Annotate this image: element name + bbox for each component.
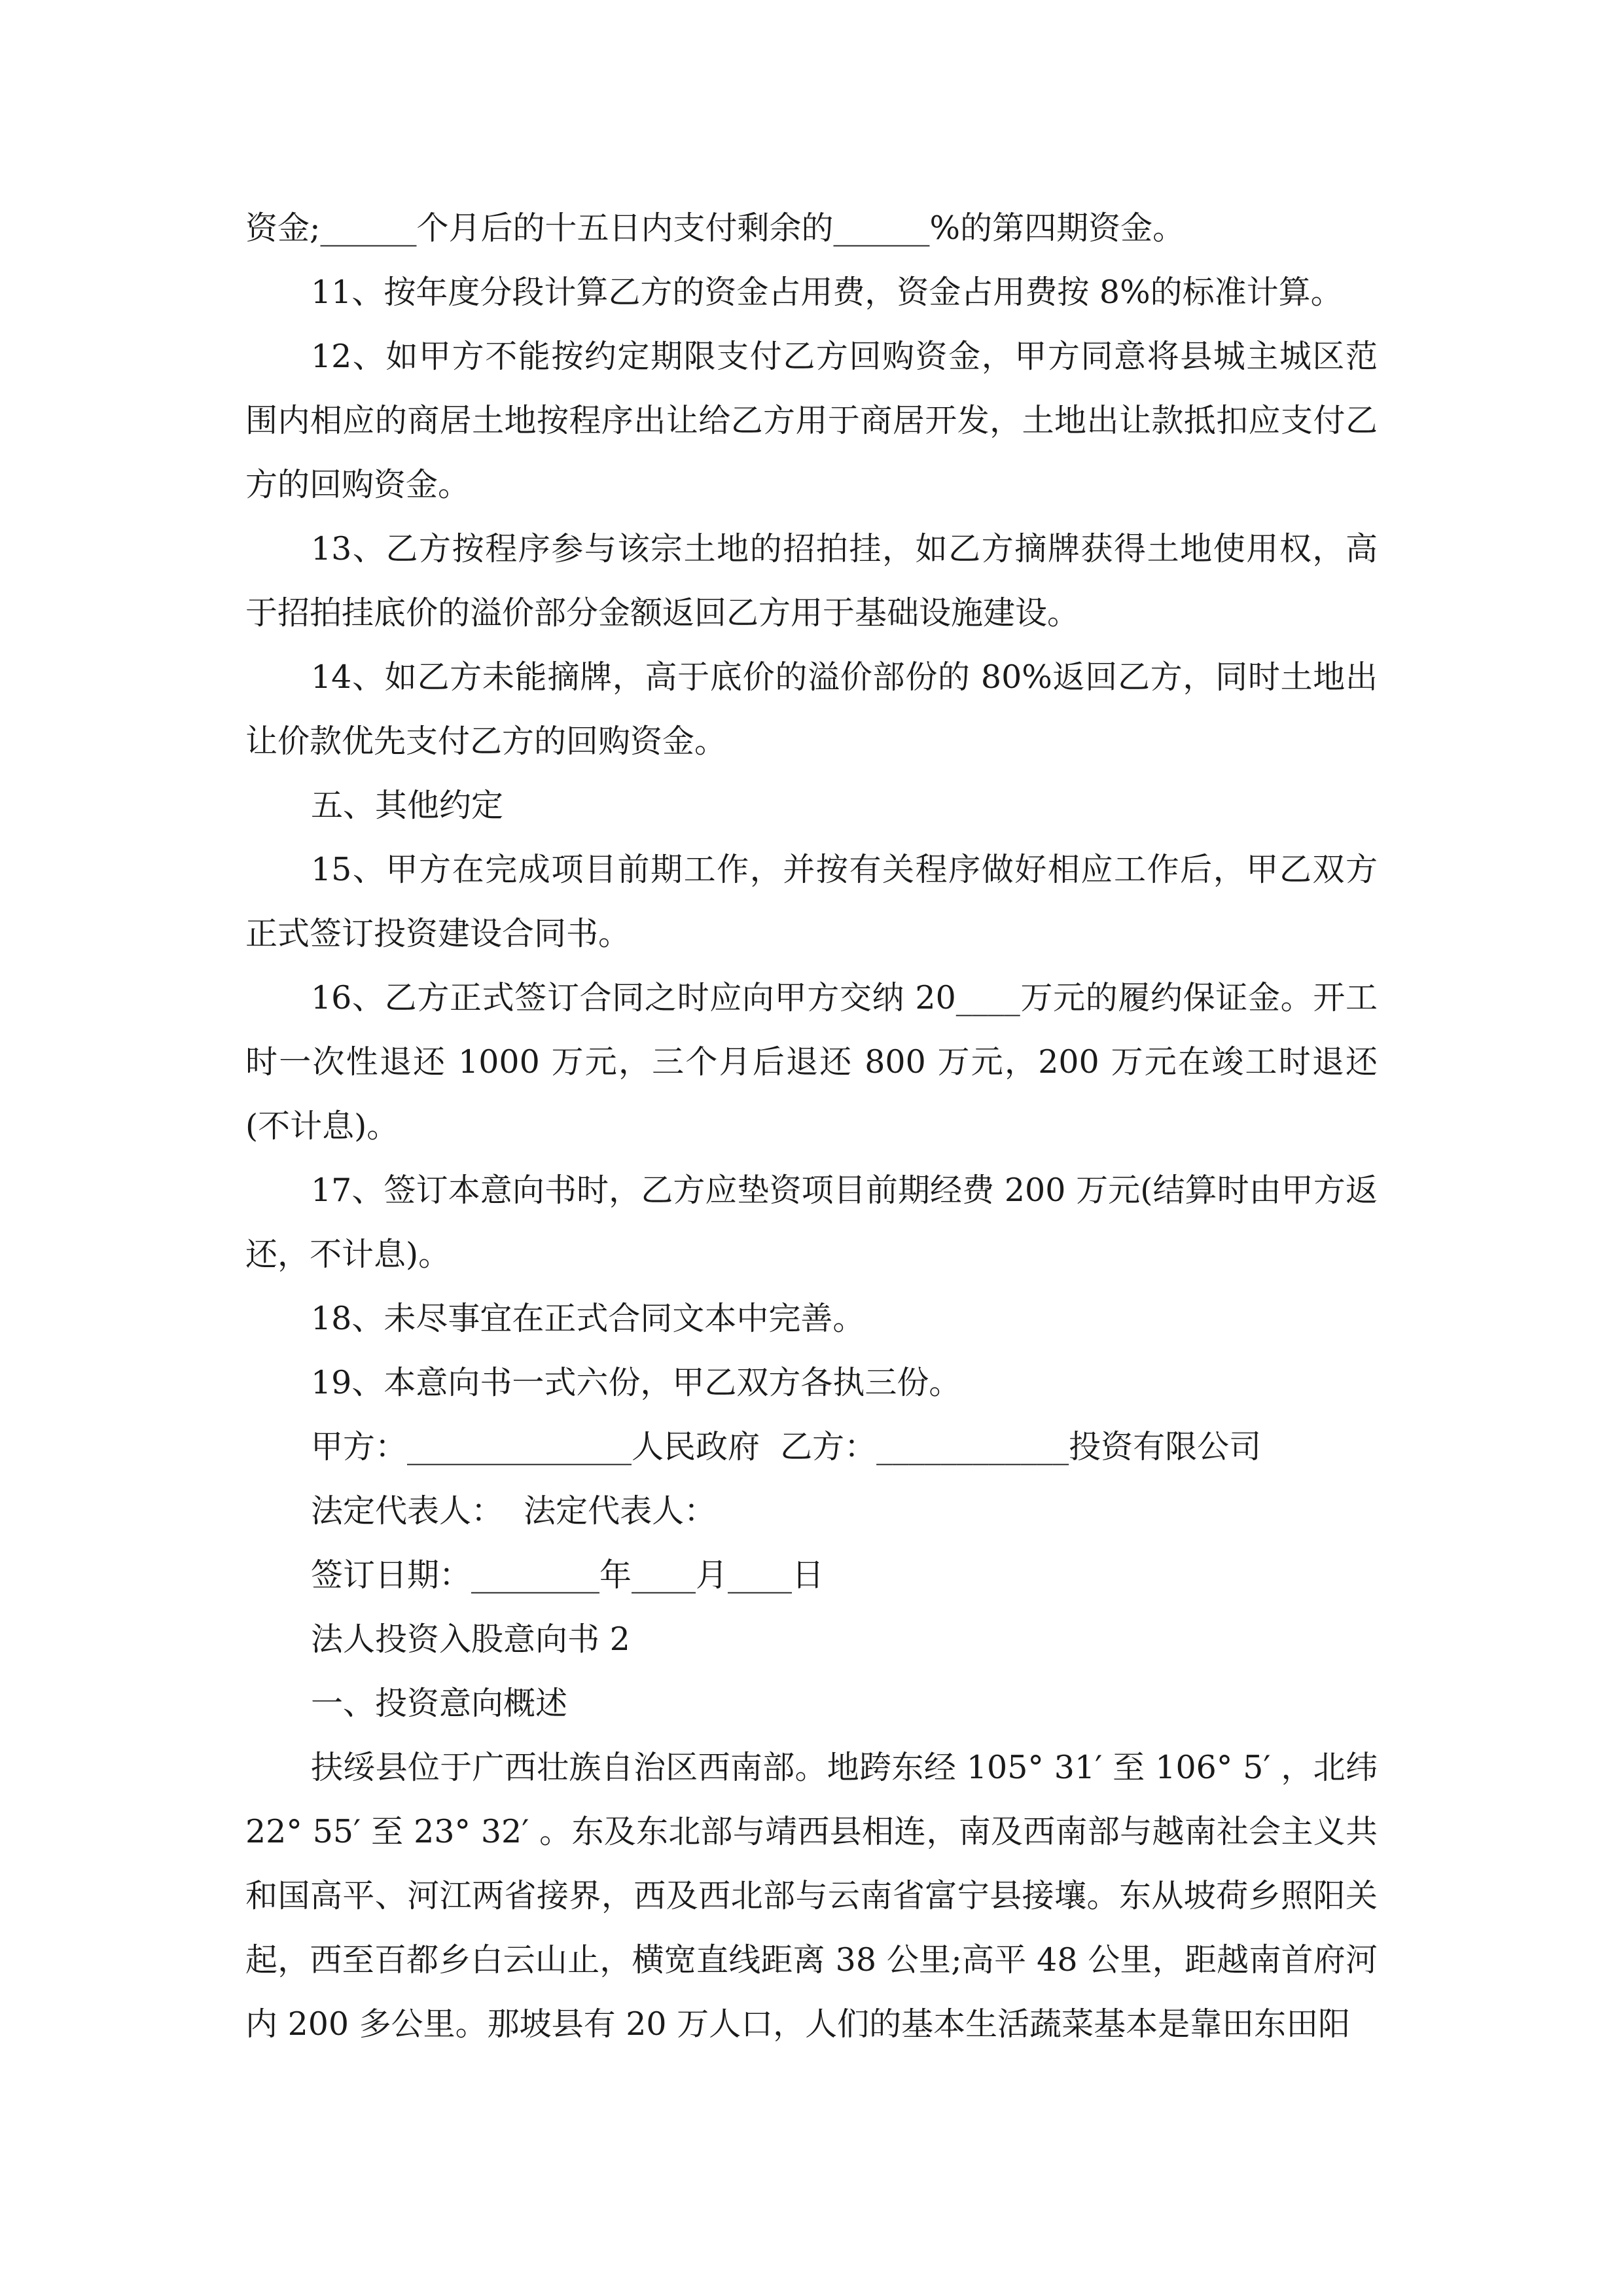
signature-date: 签订日期：________年____月____日 xyxy=(311,1556,825,1594)
overview-body: 扶绥县位于广西壮族自治区西南部。地跨东经 105° 31′ 至 106° 5′ ，北纬 22° 55′ 至 23° 32′ 。东及东北部与靖西县相连，南及西南部与越南社会主义共和国高平、河江两省接界，西及西北部与云南省富宁县接壤。东从坡荷乡照阳关起，西至百都乡白云山止，横宽直线距离 38 公里;高平 48 公里，距越南首府河内 200 多公里。那坡县有 20 万人口，人们的基本生活蔬菜基本是靠田东田阳 xyxy=(245,1749,1388,2043)
section-heading-overview: 一、投资意向概述 xyxy=(311,1685,568,1722)
clause-17: 17、签订本意向书时，乙方应垫资项目前期经费 200 万元(结算时由甲方返还，不计息)。 xyxy=(245,1172,1378,1273)
clause-16: 16、乙方正式签订合同之时应向甲方交纳 20____万元的履约保证金。开工时一次性退还 1000 万元，三个月后退还 800 万元，200 万元在竣工时退还(不计息)。 xyxy=(245,979,1378,1145)
clause-15: 15、甲方在完成项目前期工作，并按有关程序做好相应工作后，甲乙双方正式签订投资建设合同书。 xyxy=(245,851,1378,952)
clause-18: 18、未尽事宜在正式合同文本中完善。 xyxy=(311,1300,865,1337)
section-heading-other: 五、其他约定 xyxy=(311,787,504,824)
clause-14: 14、如乙方未能摘牌，高于底价的溢价部份的 80%返回乙方，同时土地出让价款优先支付乙方的回购资金。 xyxy=(245,658,1378,760)
signature-representatives: 法定代表人： 法定代表人： xyxy=(311,1492,717,1530)
clause-11: 11、按年度分段计算乙方的资金占用费，资金占用费按 8%的标准计算。 xyxy=(311,274,1343,311)
document-page xyxy=(245,196,1388,2056)
clause-12: 12、如甲方不能按约定期限支付乙方回购资金，甲方同意将县城主城区范围内相应的商居土地按程序出让给乙方用于商居开发，土地出让款抵扣应支付乙方的回购资金。 xyxy=(245,338,1378,503)
paragraph-continuation: 资金;______个月后的十五日内支付剩余的______%的第四期资金。 xyxy=(245,209,1185,247)
document-title-2: 法人投资入股意向书 2 xyxy=(311,1621,630,1658)
clause-19: 19、本意向书一式六份，甲乙双方各执三份。 xyxy=(311,1364,961,1401)
clause-13: 13、乙方按程序参与该宗土地的招拍挂，如乙方摘牌获得土地使用权，高于招拍挂底价的溢价部分金额返回乙方用于基础设施建设。 xyxy=(245,530,1378,632)
signature-parties: 甲方：______________人民政府 乙方：____________投资有限公司 xyxy=(311,1428,1262,1465)
